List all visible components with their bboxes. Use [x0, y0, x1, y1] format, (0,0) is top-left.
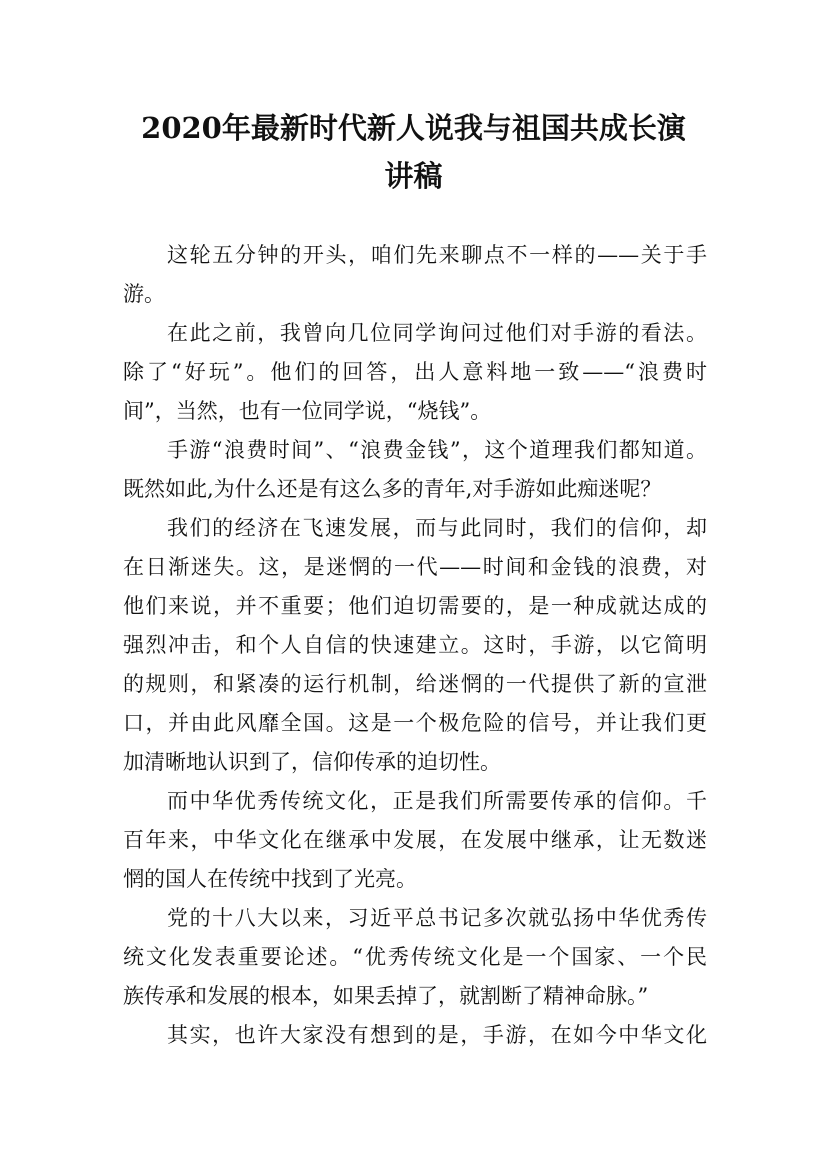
text-line: 在此之前，我曾向几位同学询问过他们对手游的看法。	[167, 321, 707, 345]
title-line: 2020年最新时代新人说我与祖国共成长演	[141, 111, 686, 145]
text-line: 其实，也许大家没有想到的是，手游，在如今中华文化	[167, 1023, 707, 1047]
text-line: 百年来，中华文化在继承中发展，在发展中继承，让无数迷	[123, 828, 707, 852]
text-line: 族传承和发展的根本，如果丢掉了，就割断了精神命脉。”	[123, 984, 649, 1008]
title-line: 讲稿	[384, 159, 443, 193]
text-line: 统文化发表重要论述。“优秀传统文化是一个国家、一个民	[123, 945, 707, 969]
text-line: 而中华优秀传统文化，正是我们所需要传承的信仰。千	[167, 789, 707, 813]
text-line: 这轮五分钟的开头，咱们先来聊点不一样的——关于手	[167, 243, 707, 267]
text-line: 游。	[123, 282, 165, 306]
page-title	[100, 104, 727, 200]
text-line: 惘的国人在传统中找到了光亮。	[123, 867, 417, 891]
text-line: 间”，当然，也有一位同学说，“烧钱”。	[123, 399, 492, 423]
text-line: 的规则，和紧凑的运行机制，给迷惘的一代提供了新的宣泄	[123, 672, 707, 696]
text-line: 在日渐迷失。这，是迷惘的一代——时间和金钱的浪费，对	[123, 555, 707, 579]
text-line: 除了“好玩”。他们的回答，出人意料地一致——“浪费时	[123, 360, 707, 384]
text-line: 强烈冲击，和个人自信的快速建立。这时，手游，以它简明	[123, 633, 707, 657]
text-line: 他们来说，并不重要；他们迫切需要的，是一种成就达成的	[123, 594, 707, 618]
body-text	[123, 236, 707, 1055]
text-line: 既然如此,为什么还是有这么多的青年,对手游如此痴迷呢？	[123, 477, 662, 501]
text-line: 口，并由此风靡全国。这是一个极危险的信号，并让我们更	[123, 711, 707, 735]
text-line: 加清晰地认识到了，信仰传承的迫切性。	[123, 750, 501, 774]
text-line: 党的十八大以来，习近平总书记多次就弘扬中华优秀传	[167, 906, 707, 930]
text-line: 我们的经济在飞速发展，而与此同时，我们的信仰，却	[167, 516, 707, 540]
text-line: 手游“浪费时间”、“浪费金钱”，这个道理我们都知道。	[167, 438, 707, 462]
